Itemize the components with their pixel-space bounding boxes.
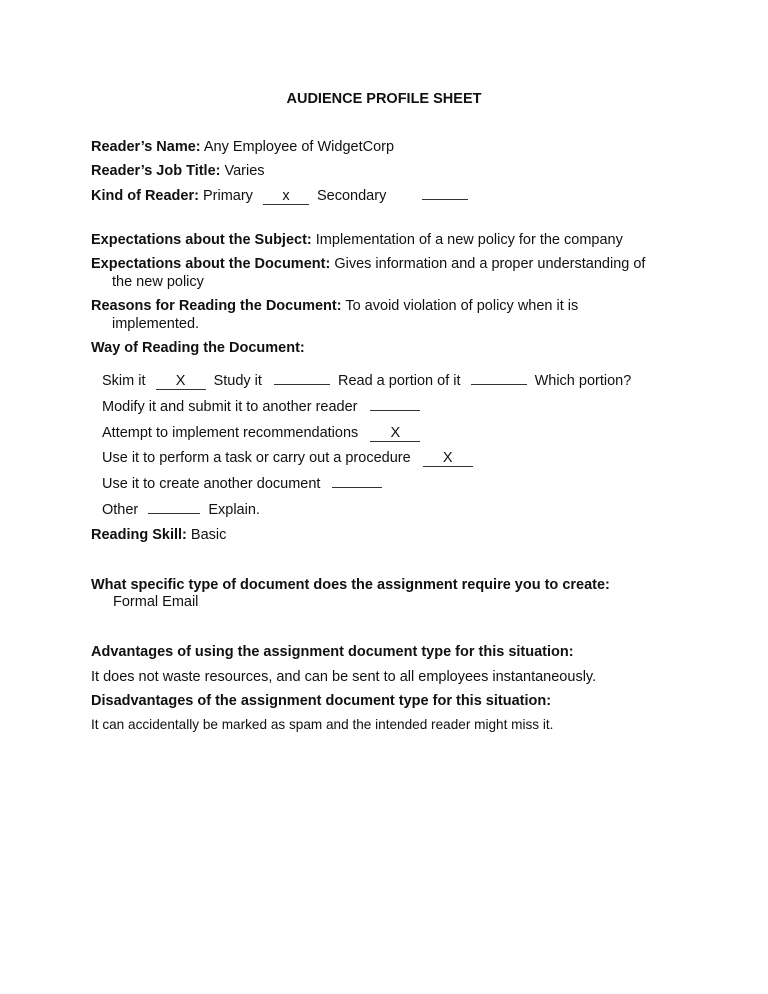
expect-subject-label: Expectations about the Subject: (91, 232, 312, 248)
reading-skill-line (91, 526, 226, 544)
primary-label: Primary (202, 188, 253, 204)
reasons-label: Reasons for Reading the Document: (91, 298, 342, 314)
page-title: AUDIENCE PROFILE SHEET (286, 91, 482, 107)
disadvantages-value: It can accidentally be marked as spam and the intended reader might miss it. (91, 717, 554, 732)
modify-label: Modify it and submit it to another reader (102, 399, 358, 415)
disadvantages-label: Disadvantages of the assignment document type for this situation: (91, 693, 552, 709)
reasons-value-cont: implemented. (112, 316, 200, 332)
portion-label: Read a portion of it (337, 373, 461, 389)
kind-of-reader-label: Kind of Reader: (91, 188, 199, 204)
other-label: Other (102, 502, 139, 518)
reader-name-line (91, 138, 394, 156)
way-row-1 (102, 372, 631, 390)
other-blank (148, 513, 200, 514)
attempt-label: Attempt to implement recommendations (102, 425, 359, 441)
expect-document-value-cont: the new policy (112, 274, 204, 290)
skim-label: Skim it (102, 373, 146, 389)
way-row-create (102, 475, 382, 493)
expect-subject-line (91, 231, 623, 249)
attempt-blank: X (370, 425, 420, 442)
secondary-blank (422, 199, 468, 200)
way-row-other (102, 501, 260, 519)
portion-blank (471, 384, 527, 385)
explain-label: Explain. (208, 502, 260, 518)
reader-job-value: Varies (224, 163, 265, 179)
primary-blank: x (263, 188, 309, 205)
reasons-value: To avoid violation of policy when it is (345, 298, 579, 314)
expect-document-label: Expectations about the Document: (91, 256, 331, 272)
way-of-reading-label: Way of Reading the Document: (91, 340, 305, 356)
advantages-value: It does not waste resources, and can be sent to all employees instantaneously. (91, 669, 597, 685)
which-portion-label: Which portion? (534, 373, 632, 389)
way-row-attempt (102, 424, 420, 442)
reader-name-label: Reader’s Name: (91, 139, 201, 155)
reader-job-line (91, 162, 265, 180)
kind-of-reader-line (91, 187, 468, 205)
perform-blank: X (423, 450, 473, 467)
reader-name-value: Any Employee of WidgetCorp (203, 139, 395, 155)
secondary-label: Secondary (317, 188, 387, 204)
reading-skill-label: Reading Skill: (91, 527, 187, 543)
way-row-modify (102, 398, 420, 416)
skim-blank: X (156, 373, 206, 390)
doc-type-question: What specific type of document does the assignment require you to create: (91, 577, 610, 593)
doc-type-answer: Formal Email (113, 594, 199, 610)
advantages-label: Advantages of using the assignment document type for this situation: (91, 644, 574, 660)
expect-document-line (91, 255, 645, 273)
create-blank (332, 487, 382, 488)
create-label: Use it to create another document (102, 476, 321, 492)
modify-blank (370, 410, 420, 411)
reader-job-label: Reader’s Job Title: (91, 163, 221, 179)
perform-label: Use it to perform a task or carry out a procedure (102, 450, 411, 466)
reading-skill-value: Basic (190, 527, 227, 543)
expect-document-value: Gives information and a proper understanding of (334, 256, 646, 272)
study-blank (274, 384, 330, 385)
expect-subject-value: Implementation of a new policy for the company (315, 232, 623, 248)
study-label: Study it (213, 373, 262, 389)
reasons-line (91, 297, 578, 315)
way-row-perform (102, 449, 473, 467)
